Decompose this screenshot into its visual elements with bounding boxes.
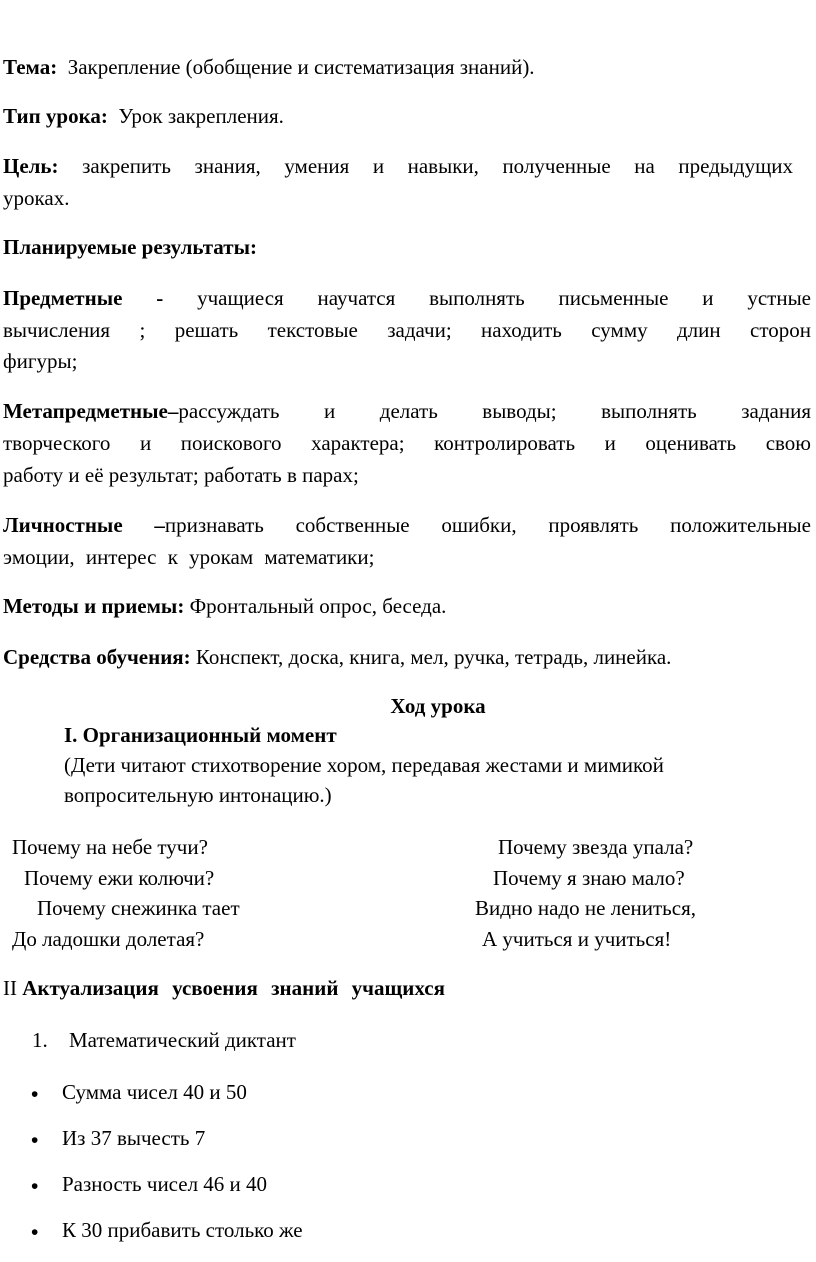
goal-label: Цель: [3, 154, 59, 178]
personal-results-line-2: эмоции, интерес к урокам математики; [3, 545, 375, 569]
stage2-heading [3, 973, 811, 1004]
topic-label: Тема: [3, 55, 58, 79]
bullet-1: • [31, 1083, 39, 1106]
personal-results-text-1: признавать собственные ошибки, проявлять положительные [164, 513, 811, 537]
meta-results-label: Метапредметные– [3, 399, 179, 423]
bullet-2: • [31, 1129, 39, 1152]
methods-label: Методы и приемы: [3, 594, 185, 618]
dictation-title: Математический диктант [69, 1028, 296, 1052]
stage1-title: I. Организационный момент [64, 723, 337, 747]
lesson-course-title: Ход урока [390, 694, 486, 718]
poem-left-line-4: До ладошки долетая? [12, 927, 205, 951]
subject-results-line-1 [3, 283, 811, 314]
goal-text-1: закрепить знания, умения и навыки, полученные на предыдущих [82, 154, 794, 178]
meta-results-text-1: рассуждать и делать выводы; выполнять задания [178, 399, 811, 423]
topic-line [3, 52, 811, 83]
goal-line-1 [3, 151, 793, 182]
poem-right-line-1: Почему звезда упала? [498, 835, 694, 859]
poem-left-line-3: Почему снежинка тает [37, 896, 240, 920]
poem-right-line-2: Почему я знаю мало? [493, 866, 685, 890]
lesson-type-label: Тип урока: [3, 104, 108, 128]
means-label: Средства обучения: [3, 645, 191, 669]
poem-left-line-1: Почему на небе тучи? [12, 835, 208, 859]
dictation-item-1: Сумма чисел 40 и 50 [62, 1080, 247, 1104]
meta-results-line-2: творческого и поискового характера; контролировать и оценивать свою [3, 431, 811, 455]
topic-text: Закрепление (обобщение и систематизация знаний). [67, 55, 535, 79]
subject-results-text-1: учащиеся научатся выполнять письменные и устные [197, 286, 811, 310]
personal-results-label: Личностные – [3, 513, 165, 537]
methods-line [3, 591, 811, 622]
meta-results-line-1 [3, 396, 811, 427]
dictation-number: 1. [32, 1028, 48, 1052]
means-line [3, 642, 811, 673]
subject-results-line-3: фигуры; [3, 349, 78, 373]
methods-text: Фронтальный опрос, беседа. [189, 594, 447, 618]
bullet-3: • [31, 1175, 39, 1198]
stage1-note-line-2: вопросительную интонацию.) [64, 783, 332, 807]
subject-results-line-2: вычисления ; решать текстовые задачи; находить сумму длин сторон [3, 318, 811, 342]
stage1-note-line-1: (Дети читают стихотворение хором, передавая жестами и мимикой [64, 753, 664, 777]
planned-results-title: Планируемые результаты: [3, 235, 257, 259]
poem-right-line-3: Видно надо не лениться, [475, 896, 696, 920]
lesson-type-line [3, 101, 811, 132]
dictation-item-2: Из 37 вычесть 7 [62, 1126, 206, 1150]
goal-line-2: уроках. [3, 186, 70, 210]
lesson-type-text: Урок закрепления. [118, 104, 284, 128]
poem-left-line-2: Почему ежи колючи? [24, 866, 215, 890]
poem-right-line-4: А учиться и учиться! [482, 927, 672, 951]
personal-results-line-1 [3, 510, 811, 541]
dictation-item-3: Разность чисел 46 и 40 [62, 1172, 268, 1196]
dictation-item-4: К 30 прибавить столько же [62, 1218, 303, 1242]
meta-results-line-3: работу и её результат; работать в парах; [3, 463, 359, 487]
stage2-title: Актуализация усвоения знаний учащихся [22, 976, 445, 1000]
stage2-numeral: II [3, 976, 17, 1000]
subject-results-label: Предметные - [3, 286, 164, 310]
bullet-4: • [31, 1221, 39, 1244]
means-text: Конспект, доска, книга, мел, ручка, тетрадь, линейка. [195, 645, 672, 669]
